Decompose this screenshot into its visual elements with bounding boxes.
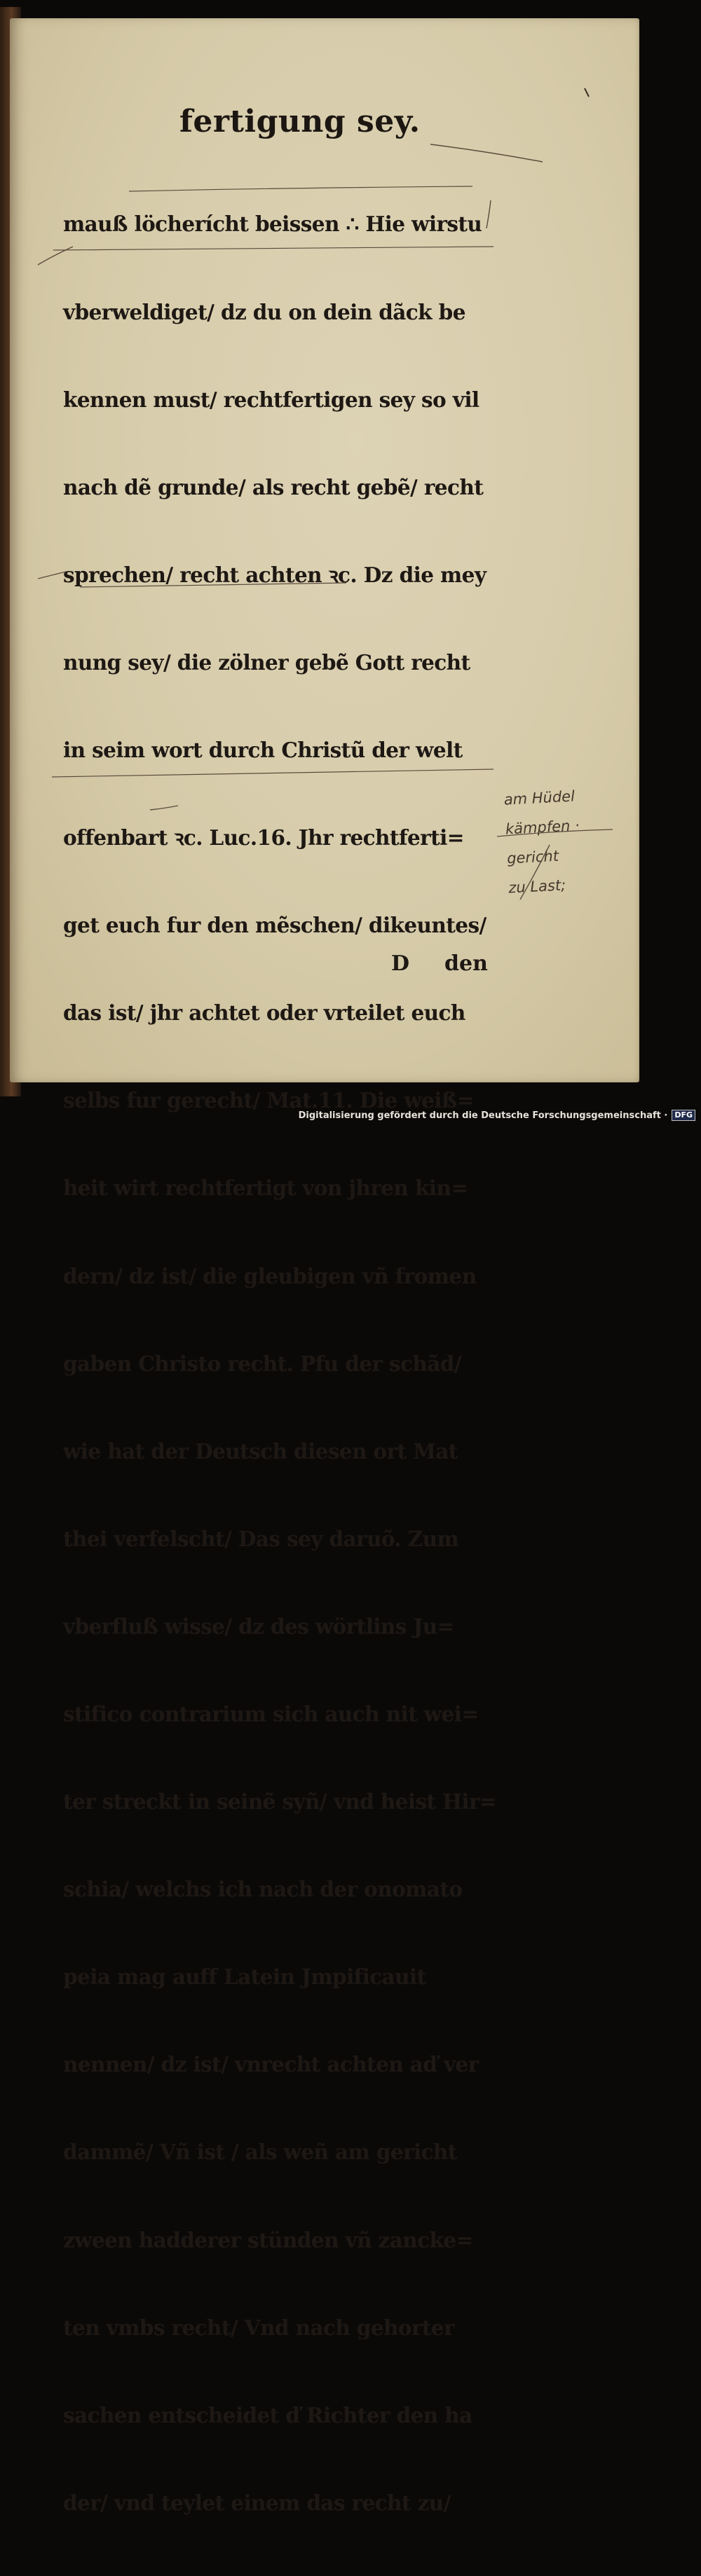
underline-mark: [53, 247, 494, 250]
footer-credit: [299, 1110, 695, 1121]
text-line: peia mag auff Latein Jmpificauit: [63, 1964, 426, 1990]
underline-mark: [150, 806, 178, 810]
text-line: zween hadderer stünden vñ zancke=: [63, 2227, 473, 2252]
text-line: stifico contrarium sich auch nit wei=: [63, 1702, 479, 1726]
catchword: den: [444, 951, 488, 976]
text-line: dern/ dz ist/ die gleubigen vñ fromen: [63, 1263, 477, 1288]
text-line: ten vmbs recht/ Vnd nach gehorter: [63, 2315, 455, 2340]
signature-mark: D: [391, 951, 410, 976]
marginalia-line: zu Last;: [508, 876, 566, 897]
text-line: ter streckt in seinẽ syñ/ vnd heist Hir=: [63, 1789, 497, 1814]
underline-mark: [38, 247, 73, 265]
marginalia-line: kämpfen ·: [505, 817, 580, 838]
text-line: sachen entscheidet ď Richter den ha: [63, 2402, 472, 2427]
underline-mark: [52, 769, 494, 777]
text-line: sprechen/ recht achten ꝛc. Dz die mey: [63, 562, 486, 587]
underline-mark: [585, 88, 589, 97]
text-line: vberweldiget/ dz du on dein dãck be: [63, 299, 465, 324]
footer-text: Digitalisierung gefördert durch die Deutsche Forschungsgemeinschaft ·: [298, 1110, 668, 1121]
text-line: nennen/ dz ist/ vnrecht achten aď ver: [63, 2052, 479, 2077]
text-line: get euch fur den mẽschen/ dikeuntes/: [63, 913, 486, 938]
dfg-logo-icon: DFG: [672, 1110, 695, 1121]
text-line: vberfluß wisse/ dz des wörtlins Ju=: [63, 1613, 454, 1639]
text-line: nach dẽ grunde/ als recht gebẽ/ recht: [63, 474, 484, 500]
text-line: schia/ welchs ich nach der onomato: [63, 1877, 463, 1902]
underline-mark: [497, 829, 613, 836]
marginalia-line: am Hüdel: [503, 787, 576, 808]
handwritten-underlines: [10, 18, 639, 1082]
text-line: nung sey/ die zölner gebẽ Gott recht: [63, 649, 470, 675]
text-line: das ist/ jhr achtet oder vrteilet euch: [63, 1000, 465, 1026]
text-line: selbs fur gerecht/ Mat.11. Die weiß=: [63, 1088, 474, 1113]
underline-mark: [129, 186, 472, 191]
text-line: heit wirt rechtfertigt von jhren kin=: [63, 1176, 468, 1201]
text-line: dammẽ/ Vñ ist / als weñ am gericht: [63, 2140, 457, 2165]
marginalia-line: gericht: [506, 847, 559, 867]
underline-mark: [38, 572, 66, 579]
running-heading: fertigung sey.: [179, 104, 421, 139]
text-line: der/ vnd teylet einem das recht zu/: [63, 2490, 451, 2515]
text-line: mauß löcherícht beissen ∴ Hie wirstu: [63, 212, 482, 237]
text-line: kennen must/ rechtfertigen sey so vil: [63, 387, 479, 412]
text-line: offenbart ꝛc. Luc.16. Jhr rechtferti=: [63, 825, 464, 850]
underline-mark: [80, 583, 346, 587]
underline-mark: [520, 845, 550, 900]
text-line: gaben Christo recht. Pfu der schãd/: [63, 1351, 461, 1376]
text-line: in seim wort durch Christũ der welt: [63, 737, 463, 762]
text-line: wie hat der Deutsch diesen ort Mat: [63, 1438, 458, 1463]
underline-mark: [486, 200, 491, 228]
text-line: thei verfelscht/ Das sey daruõ. Zum: [63, 1526, 459, 1551]
underline-mark: [430, 144, 543, 162]
